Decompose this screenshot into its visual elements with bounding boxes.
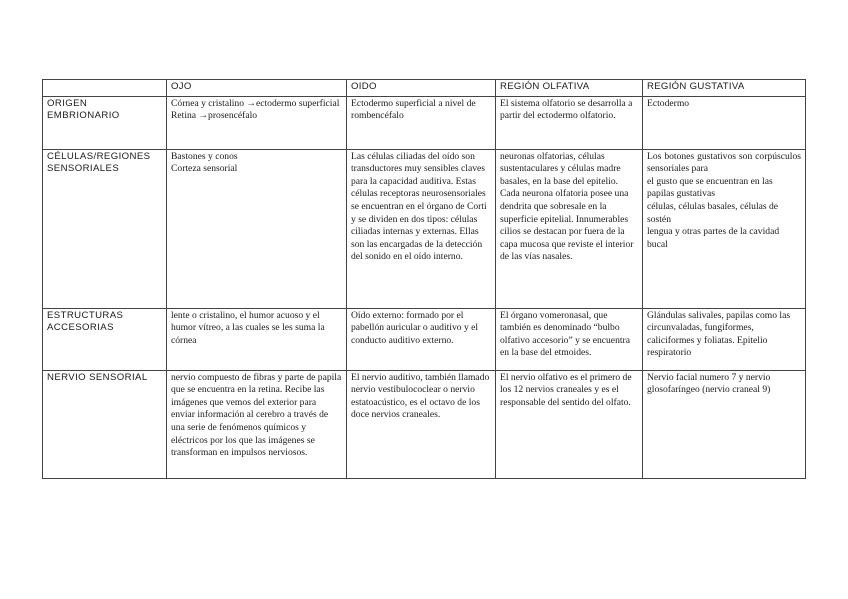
row-label-origen-embrionario: ORIGEN EMBRIONARIO	[43, 96, 167, 149]
cell-gustativa-nervio: Nervio facial numero 7 y nervio glosofaríngeo (nervio craneal 9)	[643, 370, 806, 478]
header-cell-region-olfativa: REGIÓN OLFATIVA	[496, 80, 643, 97]
cell-oido-origen: Ectodermo superficial a nivel de rombencéfalo	[347, 96, 496, 149]
cell-line: Bastones y conos	[171, 150, 238, 162]
cell-line: Corteza sensorial	[171, 163, 238, 175]
cell-line: Los botones gustativos son corpúsculos sensoriales para	[647, 150, 801, 175]
cell-line: lengua y otras partes de la cavidad bucal	[647, 226, 780, 250]
header-cell-ojo: OJO	[167, 80, 347, 97]
cell-gustativa-estructuras: Glándulas salivales, papilas como las circunvaladas, fungiformes, caliciformes y foliatas. Epitelio respiratorio	[643, 308, 806, 370]
cell-line: el gusto que se encuentran en las papilas gustativas	[647, 175, 773, 200]
table-row-origen-embrionario	[43, 96, 806, 149]
table-row-estructuras-accesorias	[43, 308, 806, 370]
cell-ojo-estructuras: lente o cristalino, el humor acuoso y el humor vítreo, a las cuales se les suma la córnea	[167, 308, 347, 370]
cell-ojo-celulas	[167, 149, 347, 308]
cell-line: Córnea y cristalino →ectodermo superficial	[171, 97, 340, 109]
cell-olfativa-origen: El sistema olfatorio se desarrolla a partir del ectodermo olfatorio.	[496, 96, 643, 149]
cell-oido-estructuras: Oído externo: formado por el pabellón auricular o auditivo y el conducto auditivo externo.	[347, 308, 496, 370]
row-label-celulas-regiones: CÉLULAS/REGIONES SENSORIALES	[43, 149, 167, 308]
row-label-nervio-sensorial: NERVIO SENSORIAL	[43, 370, 167, 478]
cell-olfativa-nervio: El nervio olfativo es el primero de los 12 nervios craneales y es el responsable del sentido del olfato.	[496, 370, 643, 478]
cell-gustativa-celulas	[643, 149, 806, 308]
cell-olfativa-celulas: neuronas olfatorias, células sustentaculares y células madre basales, en la base del epitelio. Cada neurona olfatoria posee una dendrita que sobresale en la superficie epitelial. Innumerables cilios se destacan por fuera de la capa mucosa que reviste el interior de las vías nasales.	[496, 149, 643, 308]
cell-ojo-nervio: nervio compuesto de fibras y parte de papila que se encuentra en la retina. Recibe las imágenes que vemos del exterior para enviar información al cerebro a través de una serie de fenómenos químicos y eléctricos por los que las imágenes se transforman en impulsos nerviosos.	[167, 370, 347, 478]
header-cell-empty	[43, 80, 167, 97]
header-cell-region-gustativa: REGIÓN GUSTATIVA	[643, 80, 806, 97]
cell-gustativa-origen: Ectodermo	[643, 96, 806, 149]
cell-olfativa-estructuras: El órgano vomeronasal, que también es denominado “bulbo olfativo accesorio” y se encuentra en la base del etmoides.	[496, 308, 643, 370]
table-row-celulas-regiones	[43, 149, 806, 308]
row-label-estructuras-accesorias: ESTRUCTURAS ACCESORIAS	[43, 308, 167, 370]
cell-oido-nervio: El nervio auditivo, también llamado nervio vestibulococlear o nervio estatoacústico, es el octavo de los doce nervios craneales.	[347, 370, 496, 478]
cell-oido-celulas: Las células ciliadas del oído son transductores muy sensibles claves para la capacidad auditiva. Estas células receptoras neurosensoriales se encuentran en el órgano de Corti y se dividen en dos tipos: células ciliadas internas y externas. Ellas son las encargadas de la detección del sonido en el oído interno.	[347, 149, 496, 308]
header-cell-oido: OIDO	[347, 80, 496, 97]
cell-line: células, células basales, células de sostén	[647, 200, 779, 225]
cell-line: Retina →prosencéfalo	[171, 110, 258, 122]
table-header-row	[43, 80, 806, 97]
cell-ojo-origen	[167, 96, 347, 149]
table-row-nervio-sensorial	[43, 370, 806, 478]
sensory-comparison-table	[42, 79, 806, 479]
